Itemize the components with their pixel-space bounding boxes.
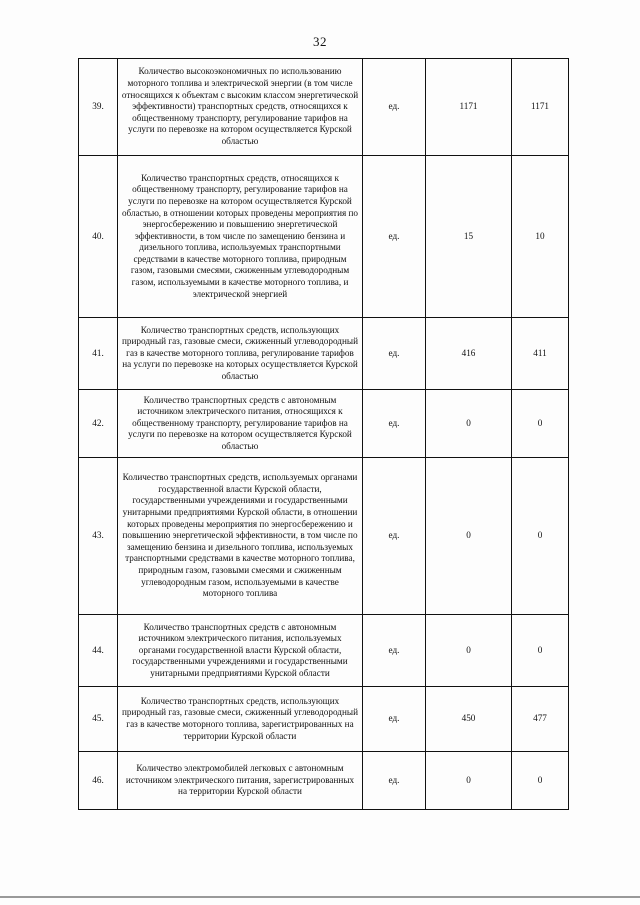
row-number: 46. [79,752,118,810]
table-row [79,390,569,458]
row-number: 41. [79,318,118,390]
value-cell: 0 [426,458,512,615]
row-number: 45. [79,687,118,752]
table-row [79,458,569,615]
value-cell: 10 [512,156,569,318]
table-row [79,156,569,318]
indicator-description: Количество транспортных средств, относящихся к общественному транспорту, регулирование тарифов на услуги по перевозке на котором осуществляется Курской областью, в отношении которых проведены мероприятия по энергосбережению и повышению энергетической эффективности, в том числе по замещению бензина и дизельного топлива, используемых транспортными средствами в качестве моторного топлива, природным газом, газовыми смесями, сжиженным углеводородным газом, используемыми в качестве моторного топлива, и электрической энергией [118,156,363,318]
unit-cell: ед. [363,318,426,390]
value-cell: 0 [512,752,569,810]
value-cell: 0 [426,615,512,687]
unit-cell: ед. [363,390,426,458]
value-cell: 0 [512,390,569,458]
value-cell: 0 [426,752,512,810]
row-number: 43. [79,458,118,615]
indicator-description: Количество транспортных средств, используемых органами государственной власти Курской области, государственными учреждениями и государственными унитарными предприятиями Курской области, в отношении которых проведены мероприятия по энергосбережению и повышению энергетической эффективности, в том числе по замещению бензина и дизельного топлива, используемых транспортными средствами в качестве моторного топлива, природным газом, газовыми смесями и сжиженным углеводородным газом, используемыми в качестве моторного топлива [118,458,363,615]
table-row [79,318,569,390]
unit-cell: ед. [363,59,426,156]
value-cell: 0 [426,390,512,458]
table-row [79,752,569,810]
unit-cell: ед. [363,156,426,318]
indicators-table [78,58,569,810]
value-cell: 1171 [512,59,569,156]
indicator-description: Количество транспортных средств с автономным источником электрического питания, используемых органами государственной власти Курской области, государственными учреждениями и государственными унитарными предприятиями Курской области [118,615,363,687]
page-number: 32 [313,34,327,49]
row-number: 44. [79,615,118,687]
value-cell: 416 [426,318,512,390]
value-cell: 450 [426,687,512,752]
value-cell: 0 [512,458,569,615]
row-number: 39. [79,59,118,156]
table-row [79,687,569,752]
unit-cell: ед. [363,458,426,615]
value-cell: 411 [512,318,569,390]
value-cell: 0 [512,615,569,687]
scan-bottom-edge [0,896,640,898]
indicator-description: Количество высокоэкономичных по использованию моторного топлива и электрической энергии (в том числе относящихся к объектам с высоким классом энергетической эффективности) транспортных средств, относящихся к общественному транспорту, регулирование тарифов на услуги по перевозке на котором осуществляется Курской областью [118,59,363,156]
unit-cell: ед. [363,752,426,810]
row-number: 40. [79,156,118,318]
value-cell: 15 [426,156,512,318]
indicator-description: Количество транспортных средств, использующих природный газ, газовые смеси, сжиженный углеводородный газ в качестве моторного топлива, зарегистрированных на территории Курской области [118,687,363,752]
indicator-description: Количество электромобилей легковых с автономным источником электрического питания, зарегистрированных на территории Курской области [118,752,363,810]
indicator-description: Количество транспортных средств, использующих природный газ, газовые смеси, сжиженный углеводородный газ в качестве моторного топлива, регулирование тарифов на услуги по перевозке на которых осуществляется Курской областью [118,318,363,390]
table-row [79,615,569,687]
unit-cell: ед. [363,687,426,752]
table-row [79,59,569,156]
row-number: 42. [79,390,118,458]
value-cell: 477 [512,687,569,752]
unit-cell: ед. [363,615,426,687]
indicator-description: Количество транспортных средств с автономным источником электрического питания, относящихся к общественному транспорту, регулирование тарифов на услуги по перевозке на котором осуществляется Курской областью [118,390,363,458]
value-cell: 1171 [426,59,512,156]
